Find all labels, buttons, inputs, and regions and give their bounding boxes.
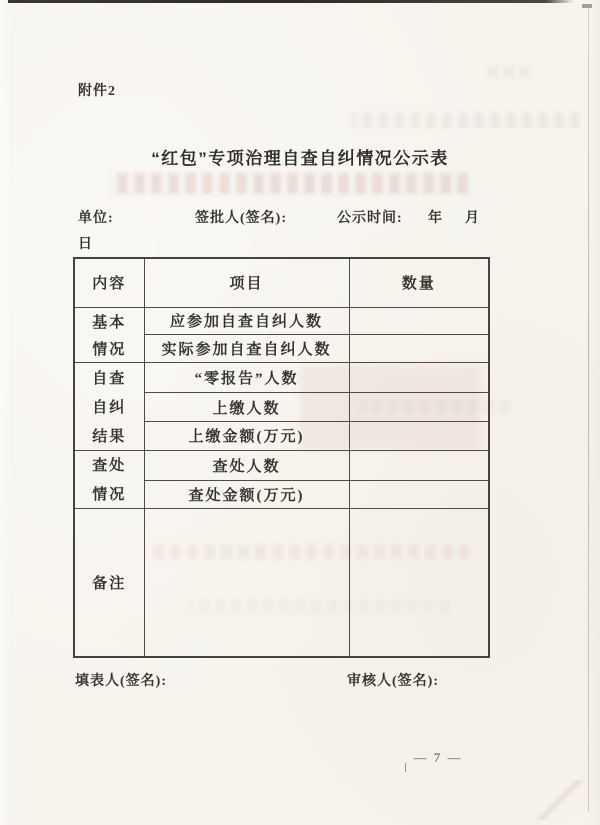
item-cell: 上缴人数: [144, 392, 349, 421]
section-cell-basic: [74, 307, 144, 362]
month-label: 月: [465, 211, 480, 226]
form-title: “红包”专项治理自查自纠情况公示表: [151, 149, 449, 168]
item-cell: 应参加自查自纠人数: [144, 307, 349, 335]
publicity-time-label: 公示时间:: [337, 211, 403, 226]
remarks-quantity-cell: [349, 508, 489, 657]
section-label-line: 基本: [92, 314, 127, 331]
section-label-line: 情况: [92, 486, 127, 503]
preparer-label: 填表人(签名):: [75, 674, 167, 689]
approver-label: 签批人(签名):: [195, 211, 287, 226]
quantity-value-cell: [349, 335, 489, 363]
bleed-through-smudge: [110, 173, 468, 194]
remarks-row: [74, 508, 489, 657]
year-label: 年: [428, 211, 443, 226]
item-cell: 实际参加自查自纠人数: [144, 335, 349, 363]
table-header-row: [74, 258, 489, 307]
form-table: [73, 257, 490, 658]
section-cell-investigation: [74, 450, 144, 508]
table-row: [74, 362, 489, 392]
unit-label: 单位:: [78, 211, 114, 226]
section-label-line: 自查: [92, 370, 127, 387]
scan-mark: [582, 4, 592, 8]
header-cell-quantity: 数量: [349, 258, 489, 307]
remarks-label-cell: 备注: [74, 508, 144, 657]
item-cell: 查处金额(万元): [144, 481, 349, 508]
section-label-line: 情况: [92, 341, 127, 358]
attachment-label: 附件2: [78, 84, 116, 99]
remarks-item-cell: [144, 508, 349, 657]
page-edge-shadow: [588, 6, 589, 812]
paper-crease: [505, 780, 600, 820]
section-cell-selfcheck: [74, 362, 144, 450]
section-label-line: 自纠: [92, 399, 127, 416]
section-label-line: 结果: [92, 428, 127, 445]
item-cell: 上缴金额(万元): [144, 422, 349, 450]
reviewer-label: 审核人(签名):: [347, 674, 439, 689]
table-row: [74, 450, 489, 481]
quantity-value-cell: [349, 392, 489, 421]
day-label: 日: [78, 237, 93, 252]
quantity-value-cell: [349, 481, 489, 508]
bleed-through-smudge: [482, 66, 530, 78]
item-cell: 查处人数: [144, 450, 349, 481]
header-cell-content: 内容: [74, 258, 144, 307]
quantity-value-cell: [349, 450, 489, 481]
scan-edge-strip: [8, 0, 574, 3]
quantity-value-cell: [349, 422, 489, 450]
bleed-through-smudge: [352, 113, 580, 128]
section-label-line: 查处: [92, 458, 127, 475]
table-row: [74, 307, 489, 335]
header-cell-item: 项目: [144, 258, 349, 307]
quantity-value-cell: [349, 307, 489, 335]
item-cell: “零报告”人数: [144, 362, 349, 392]
quantity-value-cell: [349, 362, 489, 392]
page-number: — 7 —: [413, 750, 463, 765]
